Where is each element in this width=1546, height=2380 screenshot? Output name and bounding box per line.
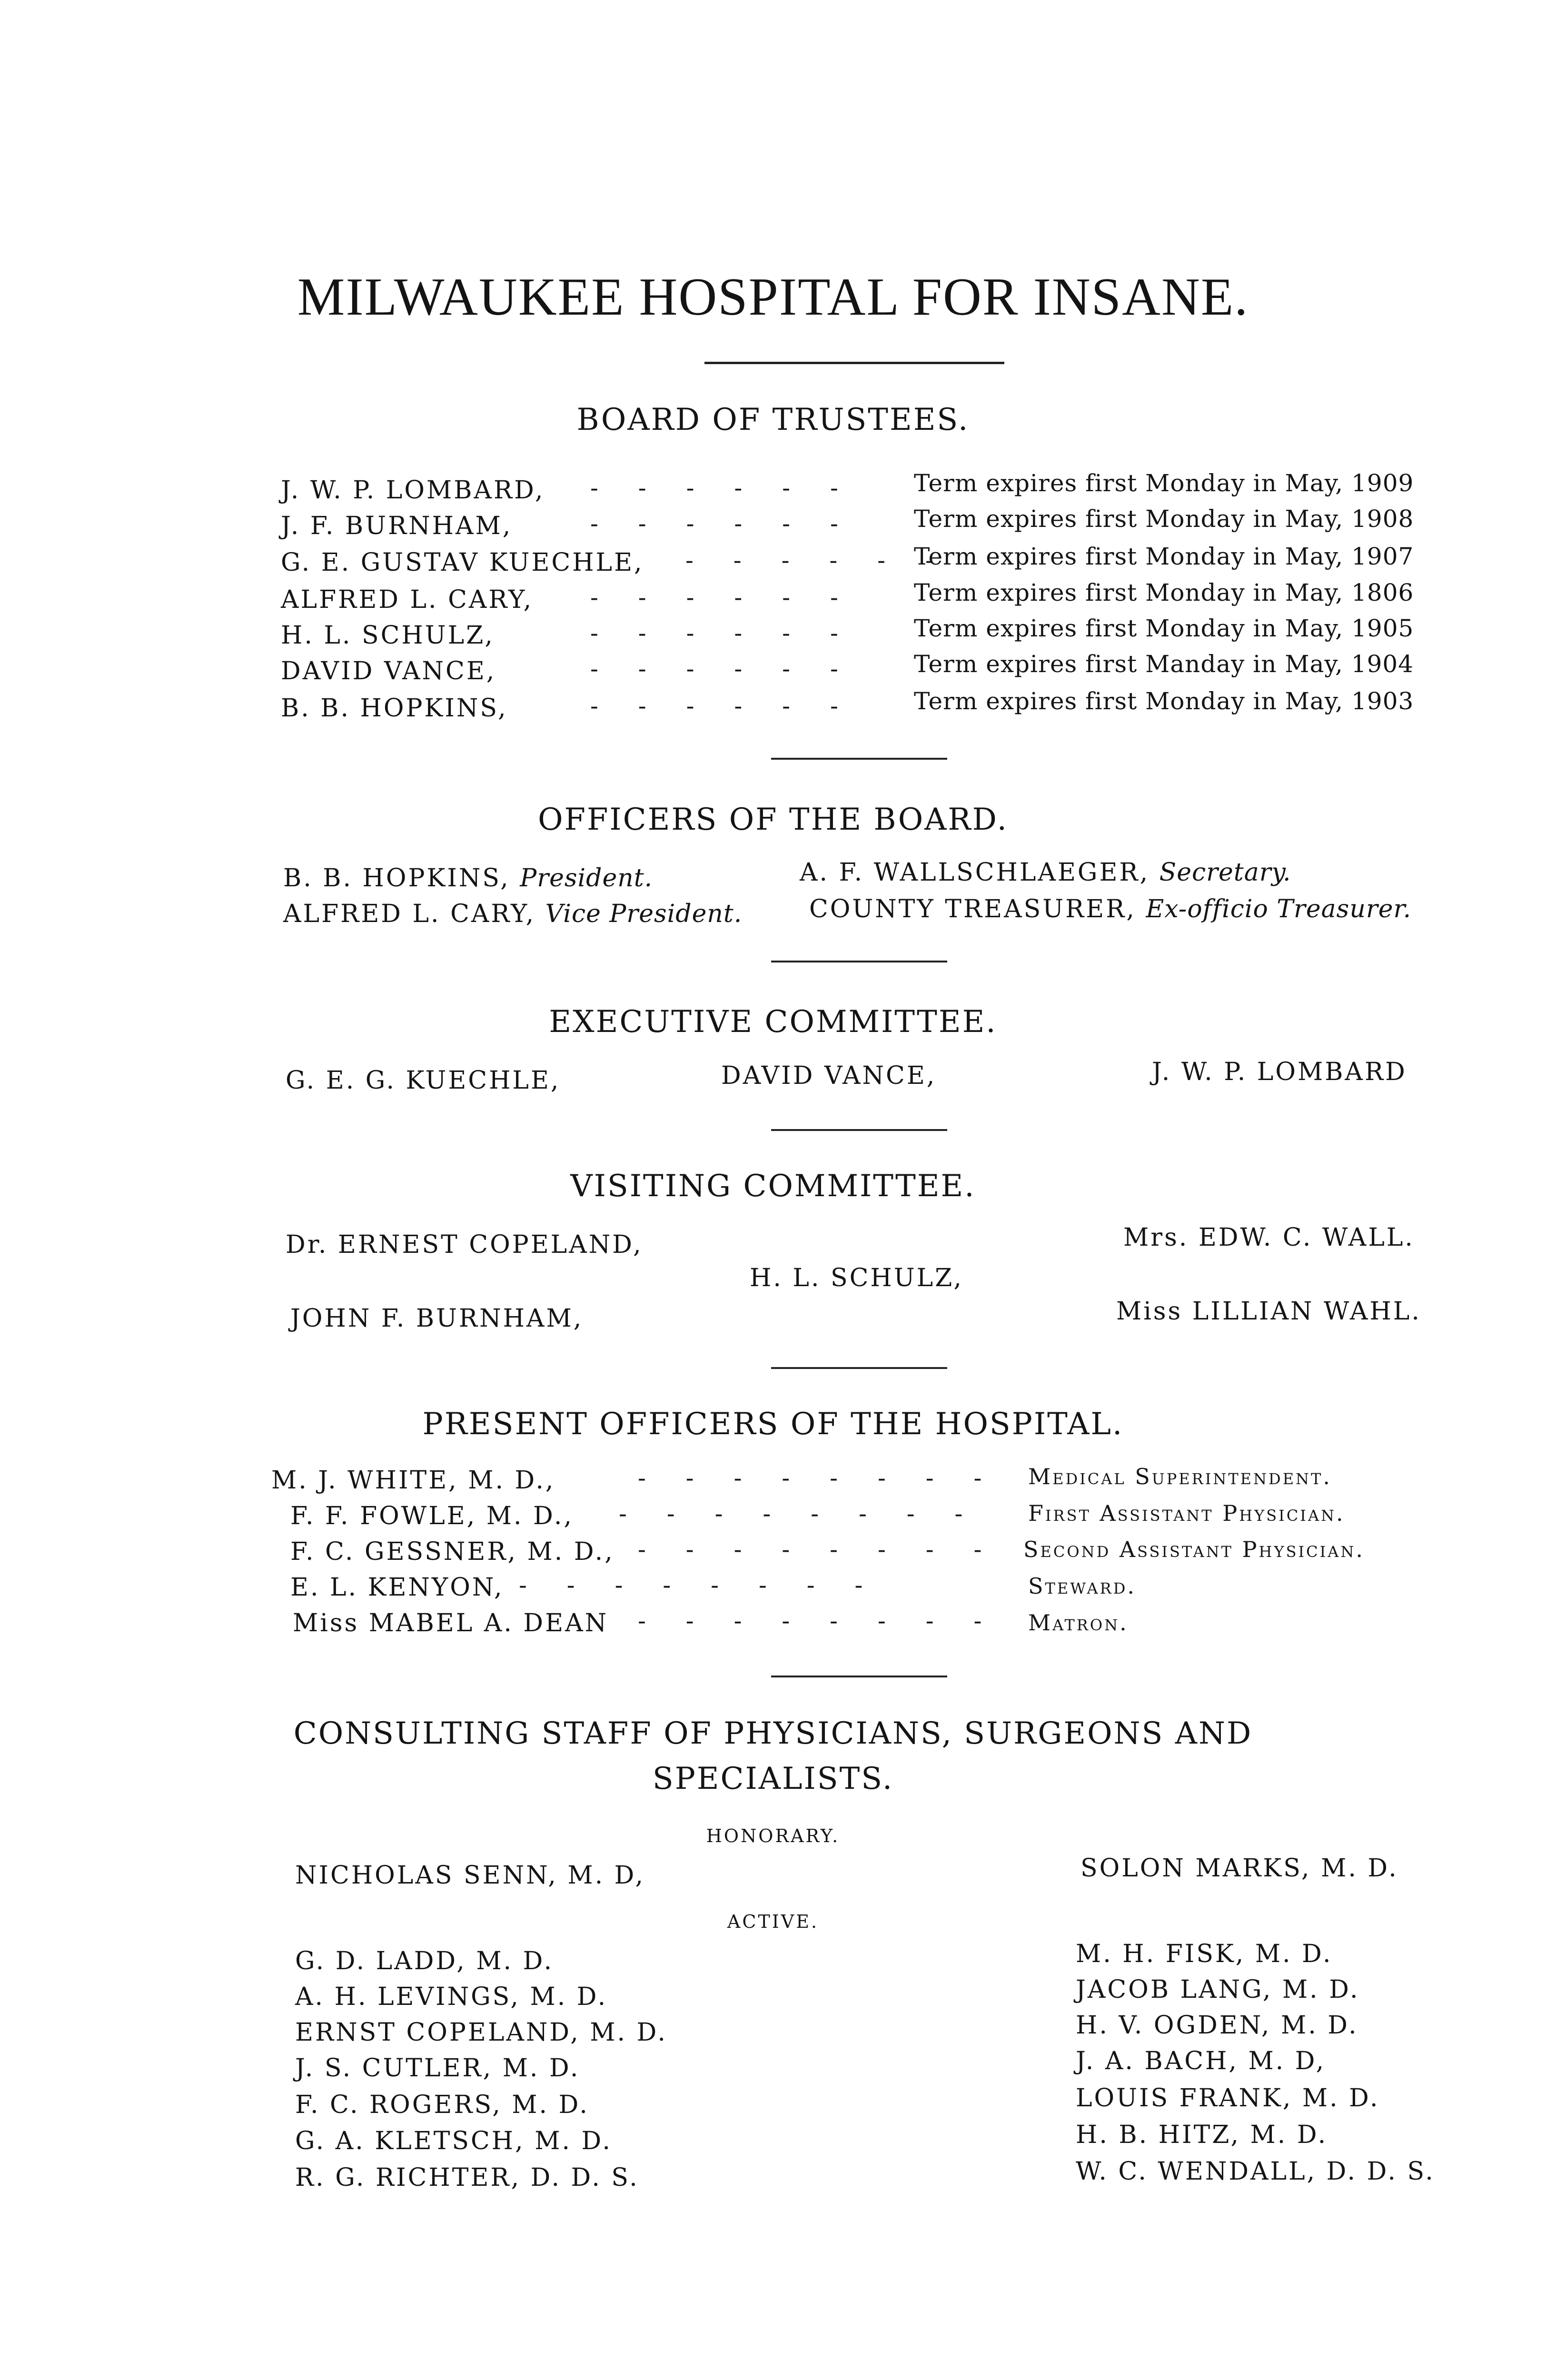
section-divider <box>771 1367 947 1369</box>
trustee-name: H. L. SCHULZ, <box>281 621 495 650</box>
active-member: M. H. FISK, M. D. <box>1076 1940 1333 1968</box>
trustee-term: Term expires first Monday in May, 1905 <box>914 615 1414 642</box>
active-member: F. C. ROGERS, M. D. <box>295 2091 589 2119</box>
leader-dots: - - - - - - <box>590 474 854 502</box>
section-divider <box>771 1676 947 1677</box>
active-member: ERNST COPELAND, M. D. <box>295 2018 667 2047</box>
trustee-term: Term expires first Manday in May, 1904 <box>914 650 1414 678</box>
hospital-officer-name: M. J. WHITE, M. D., <box>271 1466 555 1495</box>
hospital-officer-name: F. F. FOWLE, M. D., <box>290 1502 574 1530</box>
officer-name <box>809 895 1411 923</box>
active-member: LOUIS FRANK, M. D. <box>1076 2084 1380 2112</box>
leader-dots: - - - - - - <box>590 619 854 647</box>
officer-name-text: B. B. HOPKINS, <box>283 864 510 892</box>
hospital-officer-title: Steward. <box>1028 1573 1136 1599</box>
leader-dots: - - - - - - - - <box>519 1571 879 1599</box>
active-label: ACTIVE. <box>727 1911 819 1932</box>
executive-heading: EXECUTIVE COMMITTEE. <box>549 1004 997 1040</box>
officers-board-heading: OFFICERS OF THE BOARD. <box>538 802 1008 837</box>
page-title: MILWAUKEE HOSPITAL FOR INSANE. <box>297 268 1249 327</box>
honorary-member: NICHOLAS SENN, M. D, <box>295 1861 645 1890</box>
active-member: J. S. CUTLER, M. D. <box>295 2054 580 2082</box>
honorary-label: HONORARY. <box>706 1825 840 1846</box>
executive-member: G. E. G. KUECHLE, <box>286 1066 561 1095</box>
leader-dots: - - - - - - - - <box>638 1464 998 1492</box>
visiting-member: Dr. ERNEST COPELAND, <box>286 1230 643 1259</box>
hospital-officer-title: Matron. <box>1028 1610 1129 1636</box>
hospital-officer-title: Second Assistant Physician. <box>1023 1537 1365 1562</box>
officer-name-text: A. F. WALLSCHLAEGER, <box>800 858 1150 887</box>
active-member: W. C. WENDALL, D. D. S. <box>1076 2157 1435 2186</box>
visiting-member: Miss LILLIAN WAHL. <box>1116 1297 1421 1326</box>
trustee-term: Term expires first Monday in May, 1909 <box>914 469 1414 497</box>
leader-dots: - - - - - - <box>590 584 854 611</box>
trustee-term: Term expires first Monday in May, 1907 <box>914 543 1414 570</box>
trustee-term: Term expires first Monday in May, 1908 <box>914 505 1414 533</box>
hospital-officer-name: F. C. GESSNER, M. D., <box>290 1537 614 1566</box>
executive-member: DAVID VANCE, <box>721 1061 937 1090</box>
leader-dots: - - - - - - <box>590 510 854 537</box>
hospital-officer-title: First Assistant Physician. <box>1028 1500 1345 1526</box>
section-divider <box>771 961 947 962</box>
hospital-officer-title: Medical Superintendent. <box>1028 1464 1332 1489</box>
officer-role: Ex-officio Treasurer. <box>1146 895 1412 923</box>
trustee-name: J. W. P. LOMBARD, <box>281 476 545 505</box>
consulting-heading-line1: CONSULTING STAFF OF PHYSICIANS, SURGEONS AND <box>293 1716 1253 1751</box>
section-divider <box>771 758 947 760</box>
officer-role: Secretary. <box>1159 858 1291 887</box>
leader-dots: - - - - - - <box>590 655 854 683</box>
active-member: R. G. RICHTER, D. D. S. <box>295 2163 639 2192</box>
visiting-heading: VISITING COMMITTEE. <box>570 1169 976 1204</box>
trustee-name: G. E. GUSTAV KUECHLE, <box>281 548 644 577</box>
active-member: H. B. HITZ, M. D. <box>1076 2121 1328 2149</box>
officer-name-text: COUNTY TREASURER, <box>809 895 1136 923</box>
active-member: J. A. BACH, M. D, <box>1076 2047 1326 2075</box>
active-member: A. H. LEVINGS, M. D. <box>295 1983 608 2011</box>
trustee-term: Term expires first Monday in May, 1903 <box>914 687 1414 715</box>
trustees-heading: BOARD OF TRUSTEES. <box>576 402 970 437</box>
leader-dots: - - - - - - - - <box>638 1536 998 1563</box>
visiting-member: Mrs. EDW. C. WALL. <box>1123 1223 1415 1252</box>
active-member: H. V. OGDEN, M. D. <box>1076 2011 1358 2040</box>
hospital-officer-name: Miss MABEL A. DEAN <box>293 1609 609 1637</box>
officer-role: President. <box>520 864 653 892</box>
active-member: G. D. LADD, M. D. <box>295 1947 554 1975</box>
officer-name <box>283 864 653 892</box>
hospital-officer-name: E. L. KENYON, <box>290 1573 504 1602</box>
trustee-name: DAVID VANCE, <box>281 657 496 685</box>
trustee-name: ALFRED L. CARY, <box>281 585 534 614</box>
trustee-name: J. F. BURNHAM, <box>281 512 513 540</box>
active-member: JACOB LANG, M. D. <box>1076 1975 1360 2004</box>
leader-dots: - - - - - - <box>685 546 950 574</box>
leader-dots: - - - - - - <box>590 692 854 720</box>
honorary-member: SOLON MARKS, M. D. <box>1080 1854 1398 1883</box>
trustee-term: Term expires first Monday in May, 1806 <box>914 579 1414 606</box>
consulting-heading-line2: SPECIALISTS. <box>652 1761 894 1796</box>
officer-role: Vice President. <box>545 900 743 928</box>
section-divider <box>771 1129 947 1131</box>
officer-name <box>800 858 1291 887</box>
officer-name-text: ALFRED L. CARY, <box>283 900 536 928</box>
officer-name <box>283 900 742 928</box>
present-officers-heading: PRESENT OFFICERS OF THE HOSPITAL. <box>422 1407 1124 1442</box>
visiting-member: H. L. SCHULZ, <box>750 1264 963 1292</box>
visiting-member: JOHN F. BURNHAM, <box>290 1304 584 1333</box>
trustee-name: B. B. HOPKINS, <box>281 694 508 723</box>
active-member: G. A. KLETSCH, M. D. <box>295 2127 612 2155</box>
executive-member: J. W. P. LOMBARD <box>1152 1058 1407 1086</box>
leader-dots: - - - - - - - - <box>638 1607 998 1635</box>
title-divider <box>704 362 1004 364</box>
leader-dots: - - - - - - - - <box>619 1500 979 1527</box>
